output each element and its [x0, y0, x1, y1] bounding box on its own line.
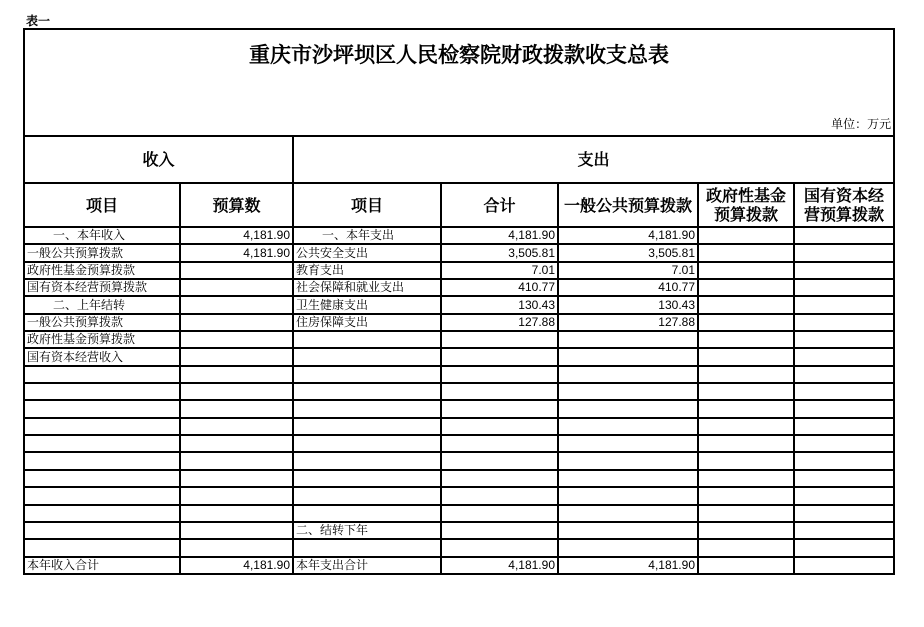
- column-header: 一般公共预算拨款: [558, 183, 698, 227]
- table-cell: 130.43: [558, 296, 698, 313]
- table-cell: [558, 435, 698, 452]
- table-row: [24, 314, 894, 331]
- table-cell: [293, 383, 441, 400]
- table-cell: [698, 522, 794, 539]
- table-cell: [558, 418, 698, 435]
- table-cell: [698, 366, 794, 383]
- table-cell: [441, 366, 558, 383]
- table-cell: [698, 383, 794, 400]
- table-cell: [558, 505, 698, 522]
- table-row: [24, 539, 894, 556]
- table-cell: [794, 262, 894, 279]
- table-cell: [698, 331, 794, 348]
- table-cell: [441, 505, 558, 522]
- table-cell: [24, 418, 180, 435]
- table-cell: [24, 383, 180, 400]
- table-cell: [24, 487, 180, 504]
- table-cell: [293, 470, 441, 487]
- table-cell: 4,181.90: [558, 557, 698, 574]
- table-cell: [794, 348, 894, 365]
- table-cell: [293, 400, 441, 417]
- table-cell: [441, 348, 558, 365]
- table-cell: [180, 331, 293, 348]
- table-cell: 一般公共预算拨款: [24, 314, 180, 331]
- table-cell: [698, 227, 794, 244]
- table-cell: [180, 262, 293, 279]
- table-cell: [794, 314, 894, 331]
- table-cell: [698, 539, 794, 556]
- table-cell: [558, 452, 698, 469]
- table-cell: 4,181.90: [180, 227, 293, 244]
- table-cell: [794, 383, 894, 400]
- table-cell: [698, 400, 794, 417]
- column-header: 政府性基金预算拨款: [698, 183, 794, 227]
- table-row: [24, 331, 894, 348]
- table-cell: [794, 331, 894, 348]
- table-cell: [180, 539, 293, 556]
- table-label: 表一: [26, 14, 51, 28]
- table-row: [24, 400, 894, 417]
- table-cell: [441, 487, 558, 504]
- unit-label: 单位：万元: [831, 117, 892, 131]
- table-cell: 一般公共预算拨款: [24, 244, 180, 261]
- table-row: [24, 470, 894, 487]
- table-cell: [24, 539, 180, 556]
- table-cell: [794, 557, 894, 574]
- column-headers: [24, 183, 894, 227]
- table-cell: [794, 366, 894, 383]
- column-header: 国有资本经营预算拨款: [794, 183, 894, 227]
- table-cell: [24, 400, 180, 417]
- table-cell: [441, 470, 558, 487]
- table-cell: [180, 452, 293, 469]
- table-row: [24, 383, 894, 400]
- table-cell: 政府性基金预算拨款: [24, 262, 180, 279]
- table-cell: [794, 435, 894, 452]
- table-cell: 4,181.90: [441, 227, 558, 244]
- table-cell: [293, 435, 441, 452]
- table-cell: [24, 505, 180, 522]
- table-cell: [698, 557, 794, 574]
- column-header: 预算数: [180, 183, 293, 227]
- table-cell: [441, 522, 558, 539]
- table-cell: [24, 522, 180, 539]
- table-cell: 住房保障支出: [293, 314, 441, 331]
- table-row: [24, 227, 894, 244]
- column-header: 项目: [293, 183, 441, 227]
- table-cell: 410.77: [441, 279, 558, 296]
- table-title: [24, 29, 894, 136]
- table-cell: [698, 435, 794, 452]
- table-cell: 3,505.81: [558, 244, 698, 261]
- table-cell: [293, 452, 441, 469]
- table-cell: [180, 348, 293, 365]
- table-cell: 社会保障和就业支出: [293, 279, 441, 296]
- table-cell: [698, 296, 794, 313]
- table-cell: [698, 314, 794, 331]
- table-cell: 127.88: [441, 314, 558, 331]
- table-cell: [558, 539, 698, 556]
- table-cell: [558, 470, 698, 487]
- budget-table: [23, 28, 895, 575]
- table-cell: 本年收入合计: [24, 557, 180, 574]
- table-cell: [24, 452, 180, 469]
- table-cell: 国有资本经营预算拨款: [24, 279, 180, 296]
- column-header: 合计: [441, 183, 558, 227]
- table-row: [24, 366, 894, 383]
- table-cell: 4,181.90: [558, 227, 698, 244]
- table-cell: [698, 279, 794, 296]
- section-expense: 支出: [293, 136, 894, 183]
- table-cell: [441, 331, 558, 348]
- table-cell: 国有资本经营收入: [24, 348, 180, 365]
- table-cell: [794, 418, 894, 435]
- table-cell: [698, 262, 794, 279]
- table-cell: [794, 470, 894, 487]
- table-row: [24, 244, 894, 261]
- table-cell: [180, 366, 293, 383]
- table-cell: 130.43: [441, 296, 558, 313]
- table-cell: [698, 487, 794, 504]
- table-cell: [794, 244, 894, 261]
- table-cell: 127.88: [558, 314, 698, 331]
- table-cell: [794, 279, 894, 296]
- table-cell: 4,181.90: [180, 244, 293, 261]
- table-cell: [441, 435, 558, 452]
- table-row: [24, 557, 894, 574]
- table-cell: [698, 452, 794, 469]
- table-cell: [293, 487, 441, 504]
- table-cell: [180, 314, 293, 331]
- table-cell: 二、结转下年: [293, 522, 441, 539]
- table-cell: 一、本年支出: [293, 227, 441, 244]
- table-cell: [794, 539, 894, 556]
- table-cell: [293, 366, 441, 383]
- table-cell: [180, 505, 293, 522]
- table-cell: [293, 348, 441, 365]
- table-cell: 政府性基金预算拨款: [24, 331, 180, 348]
- table-row: [24, 348, 894, 365]
- table-cell: [698, 505, 794, 522]
- column-header: 项目: [24, 183, 180, 227]
- table-cell: [24, 470, 180, 487]
- table-row: [24, 522, 894, 539]
- table-cell: [794, 400, 894, 417]
- table-cell: [293, 539, 441, 556]
- table-row: [24, 296, 894, 313]
- table-cell: 公共安全支出: [293, 244, 441, 261]
- table-cell: 4,181.90: [180, 557, 293, 574]
- table-row: [24, 279, 894, 296]
- table-cell: [794, 505, 894, 522]
- table-cell: 7.01: [558, 262, 698, 279]
- table-cell: [794, 296, 894, 313]
- table-row: [24, 435, 894, 452]
- table-cell: [180, 435, 293, 452]
- table-cell: [180, 522, 293, 539]
- table-cell: 3,505.81: [441, 244, 558, 261]
- table-cell: [24, 435, 180, 452]
- table-cell: [558, 400, 698, 417]
- table-cell: [698, 470, 794, 487]
- table-cell: [441, 452, 558, 469]
- table-cell: 本年支出合计: [293, 557, 441, 574]
- table-cell: 4,181.90: [441, 557, 558, 574]
- table-cell: [698, 348, 794, 365]
- table-row: [24, 505, 894, 522]
- section-income: 收入: [24, 136, 293, 183]
- table-cell: [558, 487, 698, 504]
- table-cell: [180, 279, 293, 296]
- table-cell: [441, 418, 558, 435]
- table-cell: [180, 296, 293, 313]
- table-cell: 7.01: [441, 262, 558, 279]
- table-row: [24, 452, 894, 469]
- table-row: [24, 418, 894, 435]
- table-cell: 410.77: [558, 279, 698, 296]
- table-cell: [794, 487, 894, 504]
- table-cell: [180, 400, 293, 417]
- table-row: [24, 262, 894, 279]
- table-row: [24, 487, 894, 504]
- table-cell: [698, 418, 794, 435]
- table-cell: 一、本年收入: [24, 227, 180, 244]
- table-cell: [698, 244, 794, 261]
- table-cell: [558, 348, 698, 365]
- table-cell: [180, 487, 293, 504]
- table-cell: [794, 522, 894, 539]
- table-cell: [558, 366, 698, 383]
- table-cell: [558, 383, 698, 400]
- table-cell: [24, 366, 180, 383]
- table-cell: [180, 470, 293, 487]
- table-cell: [180, 383, 293, 400]
- table-cell: 教育支出: [293, 262, 441, 279]
- table-cell: [293, 418, 441, 435]
- table-cell: [441, 383, 558, 400]
- table-cell: [293, 331, 441, 348]
- table-cell: 卫生健康支出: [293, 296, 441, 313]
- table-cell: [558, 331, 698, 348]
- table-cell: [180, 418, 293, 435]
- table-cell: 二、上年结转: [24, 296, 180, 313]
- table-cell: [558, 522, 698, 539]
- table-cell: [794, 227, 894, 244]
- table-cell: [794, 452, 894, 469]
- table-cell: [441, 400, 558, 417]
- table-cell: [293, 505, 441, 522]
- table-cell: [441, 539, 558, 556]
- title-text: 重庆市沙坪坝区人民检察院财政拨款收支总表: [249, 43, 670, 67]
